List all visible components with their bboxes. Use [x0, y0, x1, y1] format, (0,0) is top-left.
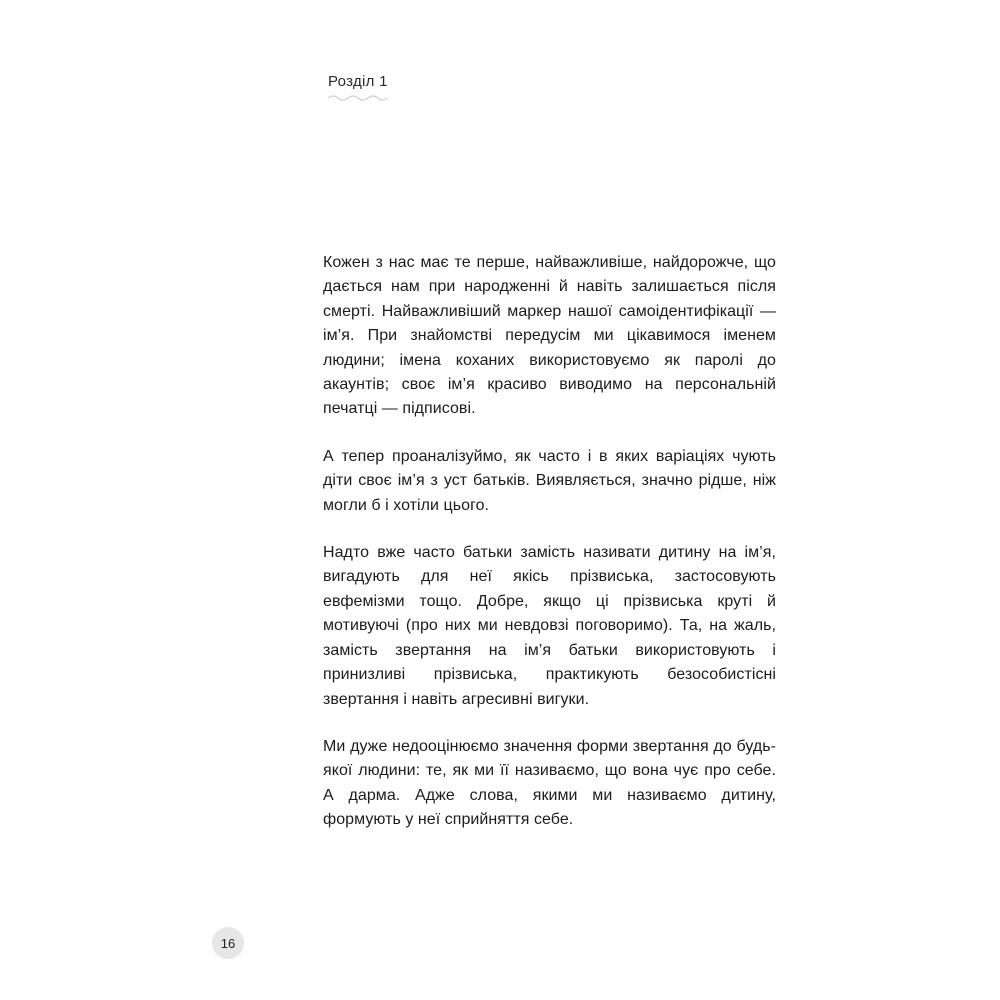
paragraph: А тепер проаналізуймо, як часто і в яких варіаціях чують діти своє ім’я з уст батьків. Виявляється, значно рідше, ніж могли б і хотіли цього. [323, 447, 776, 514]
page-number: 16 [220, 935, 236, 951]
paragraph: Надто вже часто батьки замість називати дитину на ім’я, вигадують для неї якісь прізвиська, застосовують евфемізми тощо. Добре, якщо ці прізвиська круті й мотивуючі (про них ми невдовзі поговоримо). Та, на жаль, замість звертання на ім’я батьки використовують і принизливі прізвиська, практикують безособистісні звертання і навіть агресивні вигуки. [323, 544, 776, 708]
page-number-badge [212, 927, 244, 959]
chapter-label: Розділ 1 [328, 73, 388, 90]
paragraph: Кожен з нас має те перше, найважливіше, найдорожче, що дається нам при народженні й навіть залишається після смерті. Найважливіший маркер нашої самоідентифікації — ім’я. При знайомстві передусім ми цікавимося іменем людини; імена коханих використовуємо як паролі до акаунтів; своє ім’я красиво виводимо на персональній печатці — підписові. [323, 254, 776, 418]
body-text [323, 251, 776, 856]
paragraph: Ми дуже недооцінюємо значення форми звертання до будь-якої людини: те, як ми її називаємо, що вона чує про себе. А дарма. Адже слова, якими ми називаємо дитину, формують у неї сприйняття себе. [323, 737, 776, 829]
chapter-wave-decoration [328, 94, 388, 102]
